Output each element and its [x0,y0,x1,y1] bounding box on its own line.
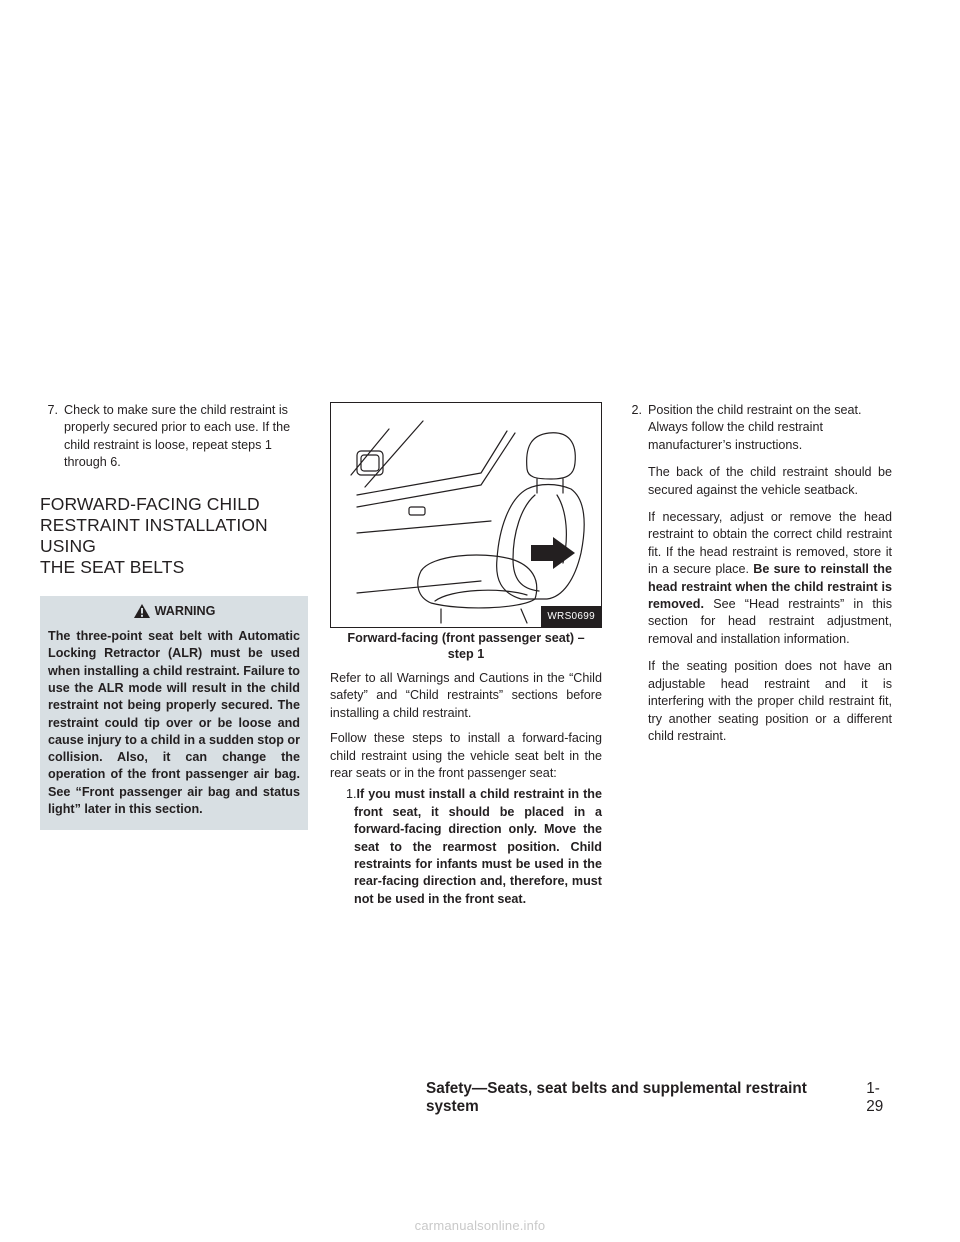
figure-code: WRS0699 [541,606,601,627]
paragraph: Refer to all Warnings and Cautions in the “Child safety” and “Child restraints” sections before installing a child restraint. [330,671,602,720]
step-text: If you must install a child restraint in the front seat, it should be placed in a forward-facing direction only. Move the seat to the rearmost position. Child restraints for infants must be used in the rear-facing direction and, therefore, must not be used in the front seat. [354,787,602,906]
page-number: 1-29 [866,1080,884,1115]
section-title: Safety—Seats, seat belts and supplemental restraint system [426,1080,807,1115]
column-1 [40,402,308,830]
watermark: carmanualsonline.info [414,1218,546,1233]
step-2-item [624,402,892,454]
seat-drawing [331,403,601,627]
column-3 [624,402,892,745]
step-number: 7. [47,403,58,417]
step-text: Position the child restraint on the seat. Always follow the child restraint manufacturer’s instructions. [648,403,862,452]
warning-triangle-icon [133,603,151,619]
page-footer [426,1080,896,1116]
step-7-item [40,402,308,472]
paragraph: Follow these steps to install a forward-facing child restraint using the vehicle seat belt in the rear seats or in the front passenger seat: [330,731,602,781]
step-text: Check to make sure the child restraint is properly secured prior to each use. If the child restraint is loose, repeat steps 1 through 6. [64,403,291,470]
step-number: 1. [346,787,357,802]
column-2 [330,402,602,908]
step-number: 2. [631,403,642,417]
warning-title: WARNING [154,603,216,618]
warning-text: The three-point seat belt with Automatic Locking Retractor (ALR) must be used when installing a child restraint. Failure to use the ALR mode will result in the child restraint not being properly secured. The restraint could tip over or be loose and cause injury to a child in a sudden stop or collision. Also, it can change the operation of the front passenger air bag. See “Front passenger air bag and status light” later in this section. [48,629,300,816]
seat-illustration [330,402,602,628]
step-2-details [624,464,892,745]
paragraph: The back of the child restraint should be secured against the vehicle seatback. [648,465,892,497]
caption-line: Forward-facing (front passenger seat) – [347,631,585,645]
heading-line: THE SEAT BELTS [40,556,185,577]
text-run-bold: Be sure to reinstall the head restraint when the child restraint is removed. [648,562,892,612]
text-run: See “Head restraints” in this section for head restraint adjustment, removal and installation information. [648,597,892,646]
paragraph: If the seating position does not have an adjustable head restraint and it is interfering with the proper child restraint fit, try another seating position or a different child restraint. [648,659,892,743]
heading-line: FORWARD-FACING CHILD [40,493,260,514]
heading-line: RESTRAINT INSTALLATION USING [40,514,268,556]
caption-line: step 1 [447,647,485,661]
warning-box [40,596,308,831]
forward-arrow-icon [531,537,575,569]
warning-header [48,603,300,628]
figure-caption [330,630,602,662]
text-run: If necessary, adjust or remove the head restraint to obtain the correct child restraint fit. If the head restraint is removed, store it in a secure place. [648,510,892,577]
section-heading [40,494,308,578]
paragraph [648,509,892,648]
step-1-item [330,786,602,908]
